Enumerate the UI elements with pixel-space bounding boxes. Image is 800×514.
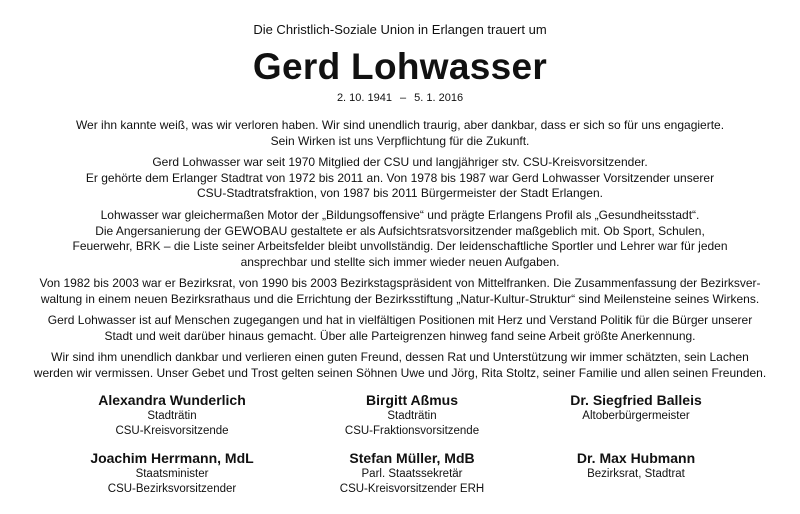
paragraph-4-line-1: Von 1982 bis 2003 war er Bezirksrat, von 1990 bis 2003 Bezirkstagspräsident von Mittelfranken. Die Zusammenfassung der Bezirksver- <box>39 276 761 290</box>
paragraph-3-line-3: Feuerwehr, BRK – die Liste seiner Arbeitsfelder bleibt unvollständig. Der leidenschaftliche Sportler und Lehrer war für jeden <box>72 239 728 253</box>
signatory-role: CSU-Fraktionsvorsitzende <box>344 425 480 437</box>
signatory-role: Parl. Staatssekretär <box>361 468 463 480</box>
paragraph-6-line-1: Wir sind ihm unendlich dankbar und verlieren einen guten Freund, dessen Rat und Unterstützung wir immer schätzten, sein Lachen <box>51 350 749 364</box>
signatory-name: Birgitt Aßmus <box>365 392 459 408</box>
signatory-role: Stadträtin <box>147 410 197 422</box>
signatory-role: CSU-Bezirksvorsitzender <box>107 483 237 495</box>
signatory-role: Stadträtin <box>387 410 437 422</box>
paragraph-1 <box>40 118 760 149</box>
paragraph-3-line-1: Lohwasser war gleichermaßen Motor der „Bildungsoffensive“ und prägte Erlangens Profil als „Gesundheitsstadt“. <box>100 208 700 222</box>
paragraph-3-line-4: ansprechbar und stellte sich immer wieder neuen Aufgaben. <box>240 254 560 269</box>
signatory-name: Alexandra Wunderlich <box>98 392 246 408</box>
paragraph-6 <box>20 350 780 381</box>
signatory-3 <box>516 392 756 424</box>
paragraph-4 <box>20 276 780 307</box>
signatory-name: Stefan Müller, MdB <box>349 450 475 466</box>
signatory-5 <box>292 450 532 497</box>
intro-line: Die Christlich-Soziale Union in Erlangen trauert um <box>253 22 547 37</box>
signatory-4 <box>52 450 292 497</box>
deceased-name: Gerd Lohwasser <box>252 46 548 87</box>
paragraph-1-line-2: Sein Wirken ist uns Verpflichtung für die Zukunft. <box>270 133 530 148</box>
paragraph-2-line-1: Gerd Lohwasser war seit 1970 Mitglied der CSU und langjähriger stv. CSU-Kreisvorsitzender. <box>152 155 648 169</box>
death-date: 5. 1. 2016 <box>414 92 464 104</box>
paragraph-4-line-2: waltung in einem neuen Bezirksrathaus und die Errichtung der Bezirksstiftung „Natur-Kultur-Struktur“ sind Meilensteine seines Wirkens. <box>40 291 760 306</box>
signatory-role: CSU-Kreisvorsitzende <box>115 425 229 437</box>
signatory-name: Dr. Siegfried Balleis <box>570 392 702 408</box>
signatory-role: Staatsminister <box>135 468 209 480</box>
paragraph-3-line-2: Die Angersanierung der GEWOBAU gestaltete er als Aufsichtsratsvorsitzender maßgeblich mit. Ob Sport, Schulen, <box>95 223 705 238</box>
signatory-6 <box>516 450 756 482</box>
paragraph-2-line-2: Er gehörte dem Erlanger Stadtrat von 1972 bis 2011 an. Von 1978 bis 1987 war Gerd Lohwasser Vorsitzender unserer <box>85 170 715 185</box>
birth-date: 2. 10. 1941 <box>336 92 392 104</box>
paragraph-1-line-1: Wer ihn kannte weiß, was wir verloren haben. Wir sind unendlich traurig, aber dankbar, dass er sich so für uns engagierte. <box>75 118 725 132</box>
paragraph-2 <box>40 155 760 202</box>
paragraph-6-line-2: werden wir vermissen. Unser Gebet und Trost gelten seinen Söhnen Uwe und Jörg, Rita Stoltz, seiner Familie und allen seinen Freunden. <box>33 365 767 380</box>
signatory-2 <box>292 392 532 439</box>
signatory-name: Dr. Max Hubmann <box>576 450 696 466</box>
paragraph-5-line-2: Stadt und weit darüber hinaus gemacht. Über alle Parteigrenzen hinweg fand seine Arbeit größte Anerkennung. <box>104 328 696 343</box>
signatory-1 <box>52 392 292 439</box>
paragraph-2-line-3: CSU-Stadtratsfraktion, von 1987 bis 2011 Bürgermeister der Stadt Erlangen. <box>197 186 603 200</box>
signatory-role: Bezirksrat, Stadtrat <box>587 468 685 480</box>
paragraph-3 <box>40 208 760 270</box>
date-separator: – <box>400 92 407 104</box>
signatory-role: CSU-Kreisvorsitzender ERH <box>339 483 485 495</box>
signatory-role: Altoberbürgermeister <box>582 410 690 422</box>
paragraph-5-line-1: Gerd Lohwasser ist auf Menschen zugegangen und hat in vielfältigen Positionen mit Herz und Verstand Politik für die Bürger unserer <box>47 313 753 327</box>
signatory-name: Joachim Herrmann, MdL <box>90 450 254 466</box>
life-dates <box>0 92 800 104</box>
paragraph-5 <box>20 313 780 344</box>
